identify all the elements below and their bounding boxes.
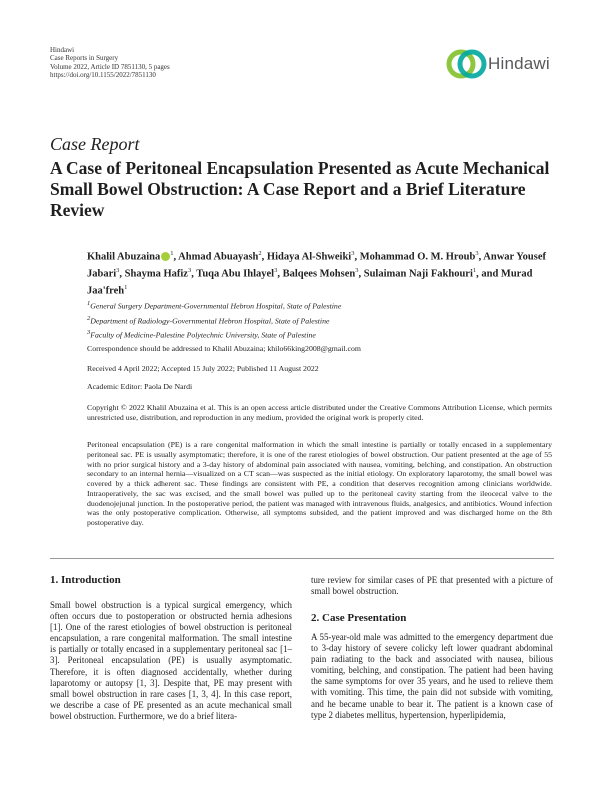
article-type-label: Case Report [50, 134, 140, 154]
author-name[interactable]: Tuqa Abu Ihlayel [196, 268, 275, 280]
author-name[interactable]: Balqees Mohsen [282, 268, 356, 280]
academic-editor: Academic Editor: Paola De Nardi [87, 382, 193, 391]
introduction-heading: 1. Introduction [50, 574, 121, 586]
author-sup: 1 [170, 250, 174, 257]
article-title: A Case of Peritoneal Encapsulation Presented as Acute Mechanical Small Bowel Obstruction: A Case Report and a Brief Literature Review [50, 158, 550, 220]
author-name[interactable]: Mohammad O. M. Hroub [359, 251, 476, 263]
publisher-name: Hindawi [50, 46, 75, 54]
introduction-text: Small bowel obstruction is a typical surgical emergency, which often occurs due to postoperation or obstructed hernia adhesions [1]. One of the rarest etiologies of bowel obstruction is peritoneal encapsulation, a rare congenital malformation. The small intestine is partially or totally encased in a supplementary peritoneal sac [1–3]. Peritoneal encapsulation (PE) is usually asymptomatic. Therefore, it is often diagnosed accidentally, whether during laparotomy or autopsy [1, 3]. Despite that, PE may present with small bowel obstruction in rare cases [1, 3, 4]. In this case report, we describe a case of PE presented as an acute mechanical small bowel obstruction. Furthermore, we do a brief litera- [50, 600, 292, 721]
author-name[interactable]: Shayma Hafiz [124, 268, 188, 280]
affiliation: $^2$Department of Radiology-Governmental Hebron Hospital, State of Palestine [87, 314, 330, 326]
abstract: Peritoneal encapsulation (PE) is a rare congenital malformation in which the small intestine is partially or totally encased in a supplementary peritoneal sac. PE is usually asymptomatic; therefore, it is one of the rarest etiologies of bowel obstruction. Our patient presented at the age of 55 with no prior surgical history and a 3-day history of abdominal pain associated with nausea, vomiting, belching, and constipation. An obstruction secondary to an internal hernia—visualized on a CT scan—was suspected as the initial etiology. On exploratory laparotomy, the small bowel was covered by a thick adherent sac. These findings are consistent with PE, a condition that deserves recognition among clinicians worldwide. Intraoperatively, the sac was excised, and the small bowel was pulled up to the peritoneal cavity starting from the ileocecal valve to the duodenojejunal junction. In the postoperative period, the patient was managed with intravenous fluids, analgesics, and antibiotics. Wound infection was the only postoperative complication. Otherwise, all symptoms subsided, and the patient improved and was discharged home on the 8th postoperative day. [87, 440, 552, 527]
publication-dates: Received 4 April 2022; Accepted 15 July 2022; Published 11 August 2022 [87, 364, 319, 373]
author-name[interactable]: Ahmad Abuayash [178, 251, 259, 263]
author-sup: 3 [274, 267, 278, 274]
author-sup: 3 [187, 267, 192, 274]
case-presentation-heading: 2. Case Presentation [311, 612, 407, 624]
author-name[interactable]: Sulaiman Naji Fakhouri [363, 268, 473, 280]
doi-link[interactable]: https://doi.org/10.1155/2022/7851130 [50, 70, 156, 79]
author-list: Khalil Abuzaina $^1$, Ahmad Abuayash$^2$, Hidaya Al-Shweiki$^3$, Mohammad O. M. Hroub$^3$, Anwar Yousef Jabari$^3$, Shayma Hafiz$^3$, Tuqa Abu Ihlayel$^3$, Balqees Mohsen$^3$, Sulaiman Naji Fakhouri$^1$, and Murad Jaa'freh$^1$ [87, 250, 546, 297]
case-presentation-text: A 55-year-old male was admitted to the emergency department due to 3-day history of severe colicky left lower quadrant abdominal pain radiating to the back and associated with nausea, bilious vomiting, belching, and constipation. The patient had been having the same symptoms for over 35 years, and he used to relieve them with vomiting. This time, the pain did not subside with vomiting, and he became unable to bear it. The patient is a known case of type 2 diabetes mellitus, hypertension, hyperlipidemia, [311, 632, 553, 720]
author-sup: 3 [475, 250, 479, 257]
introduction-continued: ture review for similar cases of PE that presented with a picture of small bowel obstruction. [311, 575, 553, 597]
author-sup: 1 [124, 284, 128, 291]
correspondence: Correspondence should be addressed to Khalil Abuzaina; khilo66king2008@gmail.com [87, 344, 361, 353]
copyright-notice: Copyright © 2022 Khalil Abuzaina et al. This is an open access article distributed under the Creative Commons Attribution License, which permits unrestricted use, distribution, and reproduction in any medium, provided the original work is properly cited. [87, 403, 552, 422]
journal-name: Case Reports in Surgery [50, 54, 119, 63]
volume-info: Volume 2022, Article ID 7851130, 5 pages [50, 62, 170, 71]
author-name[interactable]: Hidaya Al-Shweiki [266, 251, 352, 263]
affiliation: $^1$General Surgery Department-Governmental Hebron Hospital, State of Palestine [87, 300, 342, 311]
author-sup: 2 [258, 250, 262, 257]
author-sup: 1 [472, 267, 477, 274]
affiliation: $^3$Faculty of Medicine-Palestine Polytechnic University, State of Palestine [87, 329, 316, 340]
author-sup: 3 [116, 267, 120, 274]
author-name[interactable]: Khalil Abuzaina [87, 251, 161, 263]
author-sup: 3 [355, 267, 359, 274]
section-divider [50, 558, 554, 559]
orcid-icon[interactable] [161, 252, 170, 261]
hindawi-logo-text: Hindawi [488, 54, 550, 73]
author-name[interactable]: Murad Jaa'freh [87, 268, 533, 297]
affiliations [87, 298, 341, 342]
article-meta [50, 46, 170, 79]
author-sup: 3 [351, 250, 355, 257]
author-name[interactable]: Anwar Yousef Jabari [87, 251, 546, 280]
